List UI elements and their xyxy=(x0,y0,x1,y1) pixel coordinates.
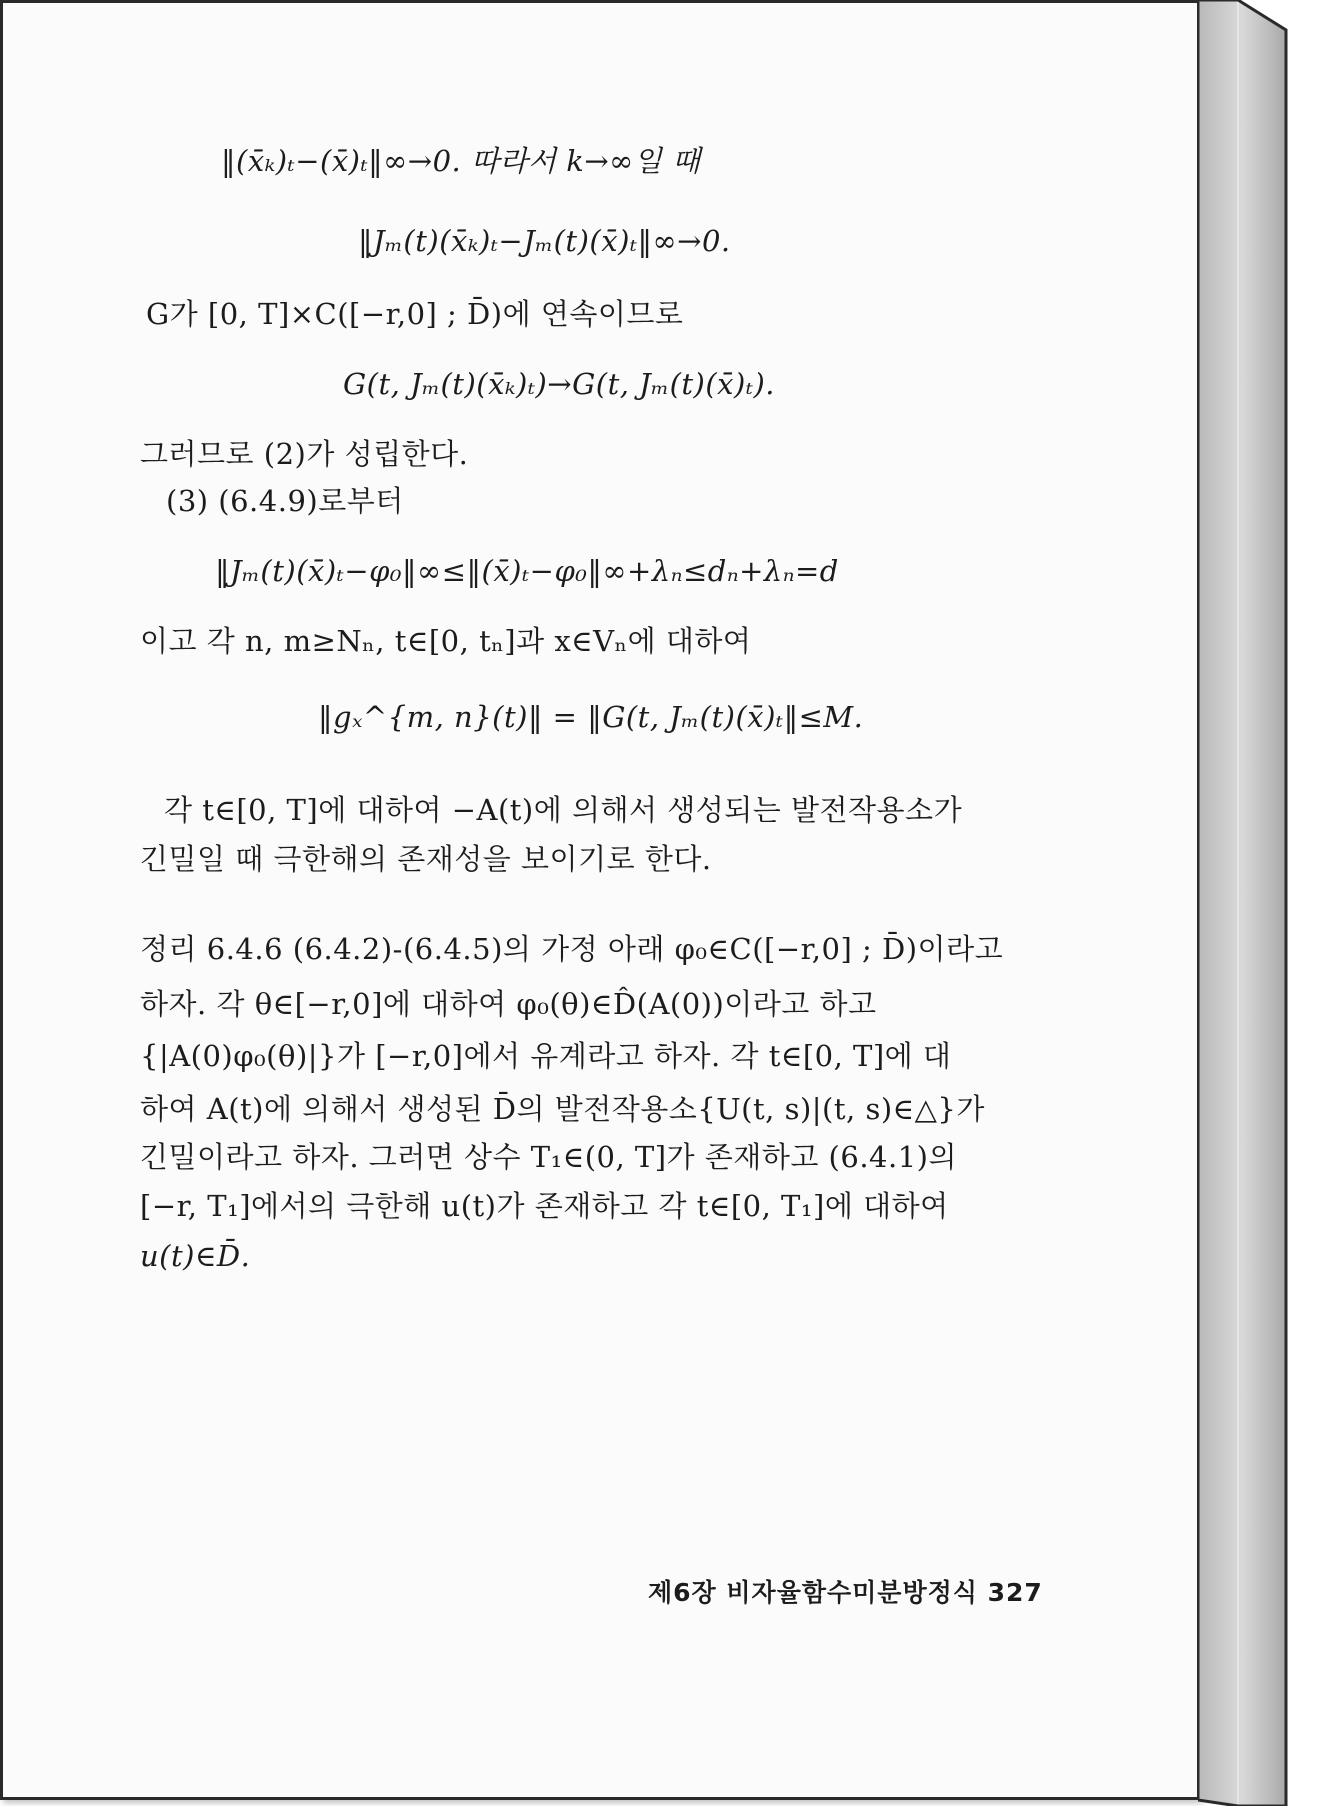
math-line: ‖(x̄ₖ)ₜ−(x̄)ₜ‖∞→0. 따라서 k→∞일 때 xyxy=(221,144,701,178)
math-display: ‖gₓ^{m, n}(t)‖ = ‖G(t, Jₘ(t)(x̄)ₜ‖≤M. xyxy=(318,700,864,734)
theorem-line: 긴밀이라고 하자. 그러면 상수 T₁∈(0, T]가 존재하고 (6.4.1)의 xyxy=(140,1140,957,1174)
text-line: 그러므로 (2)가 성립한다. xyxy=(140,437,469,471)
text-line: G가 [0, T]×C([−r,0] ; D̄)에 연속이므로 xyxy=(146,297,684,331)
text-line: 각 t∈[0, T]에 대하여 −A(t)에 의해서 생성되는 발전작용소가 xyxy=(164,793,963,827)
theorem-line: [−r, T₁]에서의 극한해 u(t)가 존재하고 각 t∈[0, T₁]에 대하여 xyxy=(140,1189,949,1223)
math-display: G(t, Jₘ(t)(x̄ₖ)ₜ)→G(t, Jₘ(t)(x̄)ₜ). xyxy=(343,367,776,401)
theorem-line: u(t)∈D̄. xyxy=(140,1239,251,1273)
text-line: 이고 각 n, m≥Nₙ, t∈[0, tₙ]과 x∈Vₙ에 대하여 xyxy=(140,624,752,658)
text-line: 긴밀일 때 극한해의 존재성을 보이기로 한다. xyxy=(140,842,712,876)
math-display: ‖Jₘ(t)(x̄ₖ)ₜ−Jₘ(t)(x̄)ₜ‖∞→0. xyxy=(358,224,731,258)
math-display: ‖Jₘ(t)(x̄)ₜ−φ₀‖∞≤‖(x̄)ₜ−φ₀‖∞+λₙ≤dₙ+λₙ=d xyxy=(215,554,839,588)
page-footer: 제6장 비자율함수미분방정식 327 xyxy=(648,1578,1043,1607)
theorem-line: 하자. 각 θ∈[−r,0]에 대하여 φ₀(θ)∈D̂(A(0))이라고 하고 xyxy=(140,987,877,1021)
text-line: (3) (6.4.9)로부터 xyxy=(166,484,404,518)
theorem-line: 정리 6.4.6 (6.4.2)-(6.4.5)의 가정 아래 φ₀∈C([−r,0] ; D̄)이라고 xyxy=(140,932,1004,966)
book-spine xyxy=(1198,0,1325,1806)
theorem-line: {|A(0)φ₀(θ)|}가 [−r,0]에서 유계라고 하자. 각 t∈[0, T]에 대 xyxy=(140,1039,952,1073)
theorem-line: 하여 A(t)에 의해서 생성된 D̄의 발전작용소{U(t, s)|(t, s)∈△}가 xyxy=(140,1092,985,1126)
